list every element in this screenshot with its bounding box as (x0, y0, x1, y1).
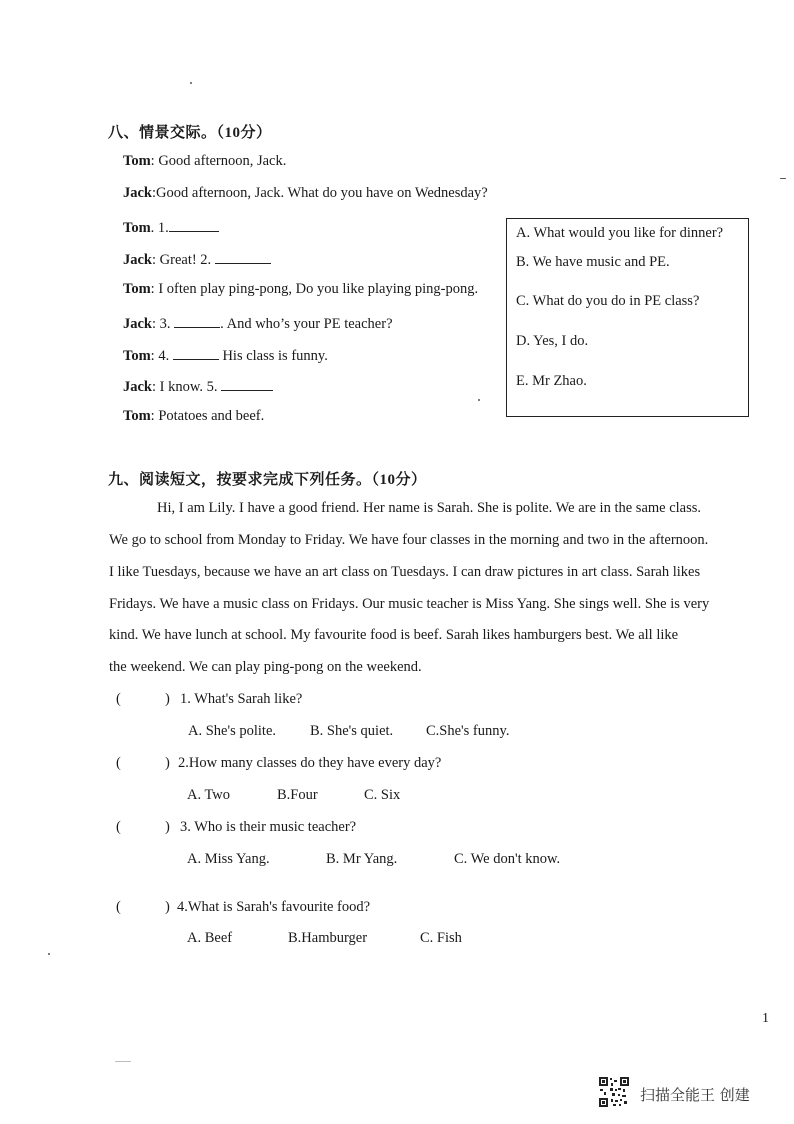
dialogue-line-4: Jack: Great! 2. (123, 249, 271, 269)
answer-paren-open[interactable]: ( (116, 691, 121, 707)
option-a: A. What would you like for dinner? (516, 225, 724, 241)
question-text: 4.What is Sarah's favourite food? (177, 899, 371, 915)
choice-b: B.Hamburger (288, 930, 368, 946)
answer-blank-3[interactable] (174, 313, 220, 328)
dialogue-line-5: Tom: I often play ping-pong, Do you like playing ping-pong. (123, 281, 479, 297)
speaker: Tom (123, 220, 151, 236)
dialogue-line-7: Tom: 4. His class is funny. (123, 345, 328, 365)
utterance: 3. (159, 316, 175, 332)
choice-c: C. Fish (420, 930, 462, 946)
answer-blank-5[interactable] (221, 376, 273, 391)
utterance: I often play ping-pong, Do you like playing ping-pong. (158, 281, 479, 297)
speaker: Jack (123, 252, 152, 268)
choice-b: B. Mr Yang. (326, 851, 398, 867)
speaker: Jack (123, 185, 152, 201)
question-text: 3. Who is their music teacher? (180, 819, 357, 835)
choice-a: A. She's polite. (188, 723, 276, 739)
choice-b: B.Four (277, 787, 318, 803)
utterance: Good afternoon, Jack. (158, 153, 287, 169)
question-text: 1. What's Sarah like? (180, 691, 303, 707)
choice-c: C. Six (364, 787, 401, 803)
choice-a: A. Two (187, 787, 231, 803)
utterance: Potatoes and beef. (158, 408, 265, 424)
dialogue-line-3: Tom. 1. (123, 217, 219, 237)
choice-c: C. We don't know. (454, 851, 561, 867)
answer-paren-close: ) (165, 755, 170, 771)
passage-line: Hi, I am Lily. I have a good friend. Her name is Sarah. She is polite. We are in the same class. (157, 500, 702, 516)
scan-speck (478, 399, 480, 401)
answer-paren-close: ) (165, 899, 170, 915)
passage-line: the weekend. We can play ping-pong on the weekend. (109, 659, 422, 675)
qr-code-icon (598, 1076, 630, 1108)
scan-speck (48, 953, 50, 955)
option-b: B. We have music and PE. (516, 254, 670, 270)
passage-line: Fridays. We have a music class on Fridays. Our music teacher is Miss Yang. She sings well. She is very (109, 596, 710, 612)
section8-title: 八、情景交际。（10分） (108, 125, 272, 141)
dialogue-line-1: Tom: Good afternoon, Jack. (123, 153, 287, 169)
speaker: Tom (123, 153, 151, 169)
dialogue-line-9: Tom: Potatoes and beef. (123, 408, 265, 424)
scan-speck (115, 1061, 131, 1062)
speaker: Jack (123, 379, 152, 395)
utterance: 1. (157, 220, 169, 236)
utterance: I know. 5. (159, 379, 222, 395)
question-text: 2.How many classes do they have every day? (178, 755, 442, 771)
choice-a: A. Miss Yang. (187, 851, 270, 867)
option-e: E. Mr Zhao. (516, 373, 587, 389)
speaker: Tom (123, 348, 151, 364)
page-number: 1 (762, 1011, 769, 1026)
speaker: Jack (123, 316, 152, 332)
dialogue-line-6: Jack: 3. . And who’s your PE teacher? (123, 313, 393, 333)
answer-paren-open[interactable]: ( (116, 899, 121, 915)
choice-c: C.She's funny. (426, 723, 510, 739)
scan-speck (780, 178, 786, 179)
speaker: Tom (123, 281, 151, 297)
choice-a: A. Beef (187, 930, 233, 946)
answer-paren-open[interactable]: ( (116, 755, 121, 771)
answer-paren-close: ) (165, 819, 170, 835)
answer-blank-2[interactable] (215, 249, 271, 264)
answer-blank-1[interactable] (169, 217, 219, 232)
section9-title: 九、阅读短文，按要求完成下列任务。（10分） (108, 472, 427, 488)
utterance: Good afternoon, Jack. What do you have on Wednesday? (156, 185, 488, 201)
choice-b: B. She's quiet. (310, 723, 394, 739)
dialogue-line-2: Jack:Good afternoon, Jack. What do you have on Wednesday? (123, 185, 488, 201)
scanner-watermark: 扫描全能王 创建 (640, 1086, 750, 1104)
speaker: Tom (123, 408, 151, 424)
passage-line: I like Tuesdays, because we have an art class on Tuesdays. I can draw pictures in art class. Sarah likes (109, 564, 701, 580)
answer-blank-4[interactable] (173, 345, 219, 360)
dialogue-line-8: Jack: I know. 5. (123, 376, 273, 396)
options-box (506, 218, 749, 417)
answer-paren-open[interactable]: ( (116, 819, 121, 835)
passage-line: kind. We have lunch at school. My favourite food is beef. Sarah likes hamburgers best. We all like (109, 627, 679, 643)
scan-speck (190, 82, 192, 84)
utterance: 4. (158, 348, 173, 364)
answer-paren-close: ) (165, 691, 170, 707)
passage-line: We go to school from Monday to Friday. We have four classes in the morning and two in the afternoon. (109, 532, 709, 548)
utterance: Great! 2. (159, 252, 215, 268)
option-c: C. What do you do in PE class? (516, 293, 700, 309)
option-d: D. Yes, I do. (516, 333, 589, 349)
